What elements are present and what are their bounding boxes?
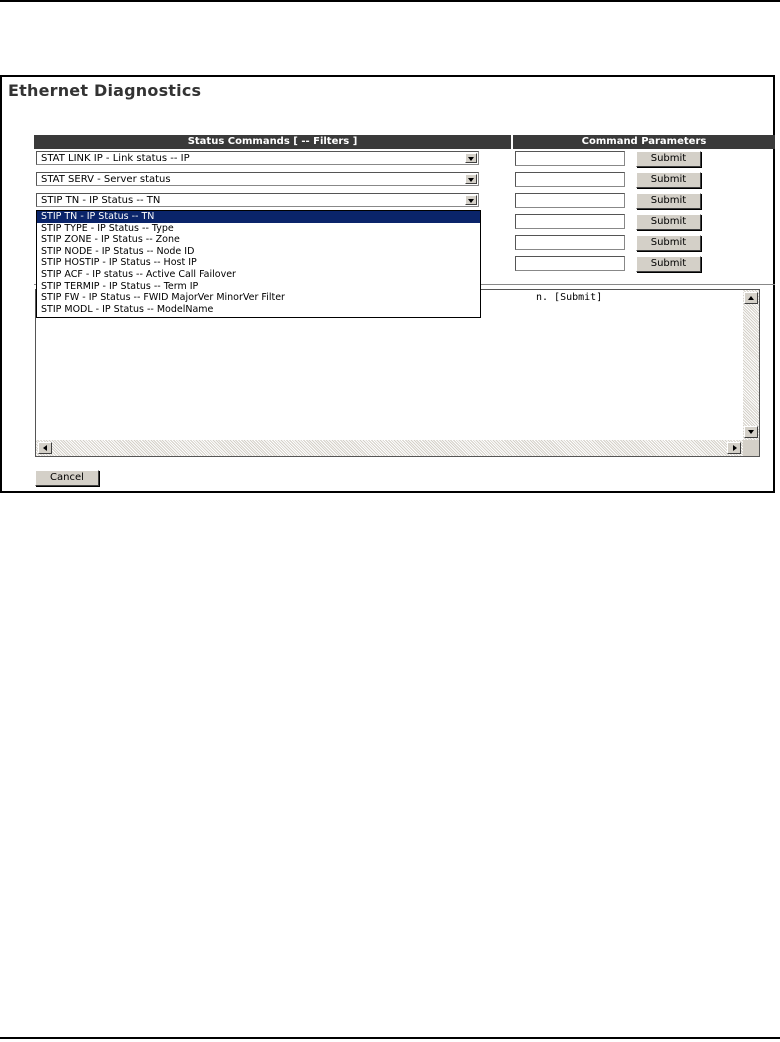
command-parameter-input-2[interactable]	[515, 172, 625, 187]
submit-button-4[interactable]: Submit	[636, 214, 701, 230]
status-commands-header: Status Commands [ -- Filters ]	[34, 135, 511, 149]
bottom-rule	[0, 1037, 780, 1039]
command-parameter-input-6[interactable]	[515, 256, 625, 271]
scroll-down-icon[interactable]	[744, 426, 758, 438]
submit-button-2[interactable]: Submit	[636, 172, 701, 188]
command-parameter-input-1[interactable]	[515, 151, 625, 166]
status-command-select-1[interactable]	[36, 151, 479, 165]
chevron-down-icon[interactable]	[465, 174, 477, 184]
scroll-left-icon[interactable]	[38, 442, 52, 454]
page-title: Ethernet Diagnostics	[8, 81, 202, 100]
submit-button-3[interactable]: Submit	[636, 193, 701, 209]
status-command-select-3[interactable]	[36, 193, 479, 207]
dropdown-option-stip-termip[interactable]: STIP TERMIP - IP Status -- Term IP	[41, 280, 199, 292]
dropdown-option-stip-node[interactable]: STIP NODE - IP Status -- Node ID	[41, 245, 195, 257]
dropdown-option-stip-acf[interactable]: STIP ACF - IP status -- Active Call Failover	[41, 268, 236, 280]
submit-button-1[interactable]: Submit	[636, 151, 701, 167]
horizontal-scrollbar[interactable]	[36, 440, 743, 456]
status-command-dropdown-list[interactable]	[36, 210, 481, 318]
command-parameters-header: Command Parameters	[513, 135, 775, 149]
command-parameter-input-3[interactable]	[515, 193, 625, 208]
dropdown-option-stip-type[interactable]: STIP TYPE - IP Status -- Type	[41, 222, 174, 234]
submit-button-5[interactable]: Submit	[636, 235, 701, 251]
ethernet-diagnostics-panel	[0, 75, 775, 493]
output-text: n. [Submit]	[536, 292, 603, 303]
top-rule	[0, 0, 780, 2]
status-command-select-2[interactable]	[36, 172, 479, 186]
command-parameter-input-4[interactable]	[515, 214, 625, 229]
scrollbar-corner	[743, 440, 759, 456]
vertical-scrollbar[interactable]	[743, 290, 759, 440]
dropdown-option-stip-fw[interactable]: STIP FW - IP Status -- FWID MajorVer MinorVer Filter	[41, 292, 285, 304]
cancel-button[interactable]: Cancel	[35, 470, 99, 486]
scroll-up-icon[interactable]	[744, 292, 758, 304]
select-value: STIP TN - IP Status -- TN	[41, 195, 161, 206]
submit-button-6[interactable]: Submit	[636, 256, 701, 272]
dropdown-option-stip-tn[interactable]: STIP TN - IP Status -- TN	[37, 211, 480, 223]
select-value: STAT SERV - Server status	[41, 174, 171, 185]
command-parameter-input-5[interactable]	[515, 235, 625, 250]
chevron-down-icon[interactable]	[465, 195, 477, 205]
dropdown-option-stip-zone[interactable]: STIP ZONE - IP Status -- Zone	[41, 234, 180, 246]
scroll-right-icon[interactable]	[727, 442, 741, 454]
chevron-down-icon[interactable]	[465, 153, 477, 163]
dropdown-option-stip-modl[interactable]: STIP MODL - IP Status -- ModelName	[41, 303, 214, 315]
dropdown-option-stip-hostip[interactable]: STIP HOSTIP - IP Status -- Host IP	[41, 257, 197, 269]
select-value: STAT LINK IP - Link status -- IP	[41, 153, 190, 164]
